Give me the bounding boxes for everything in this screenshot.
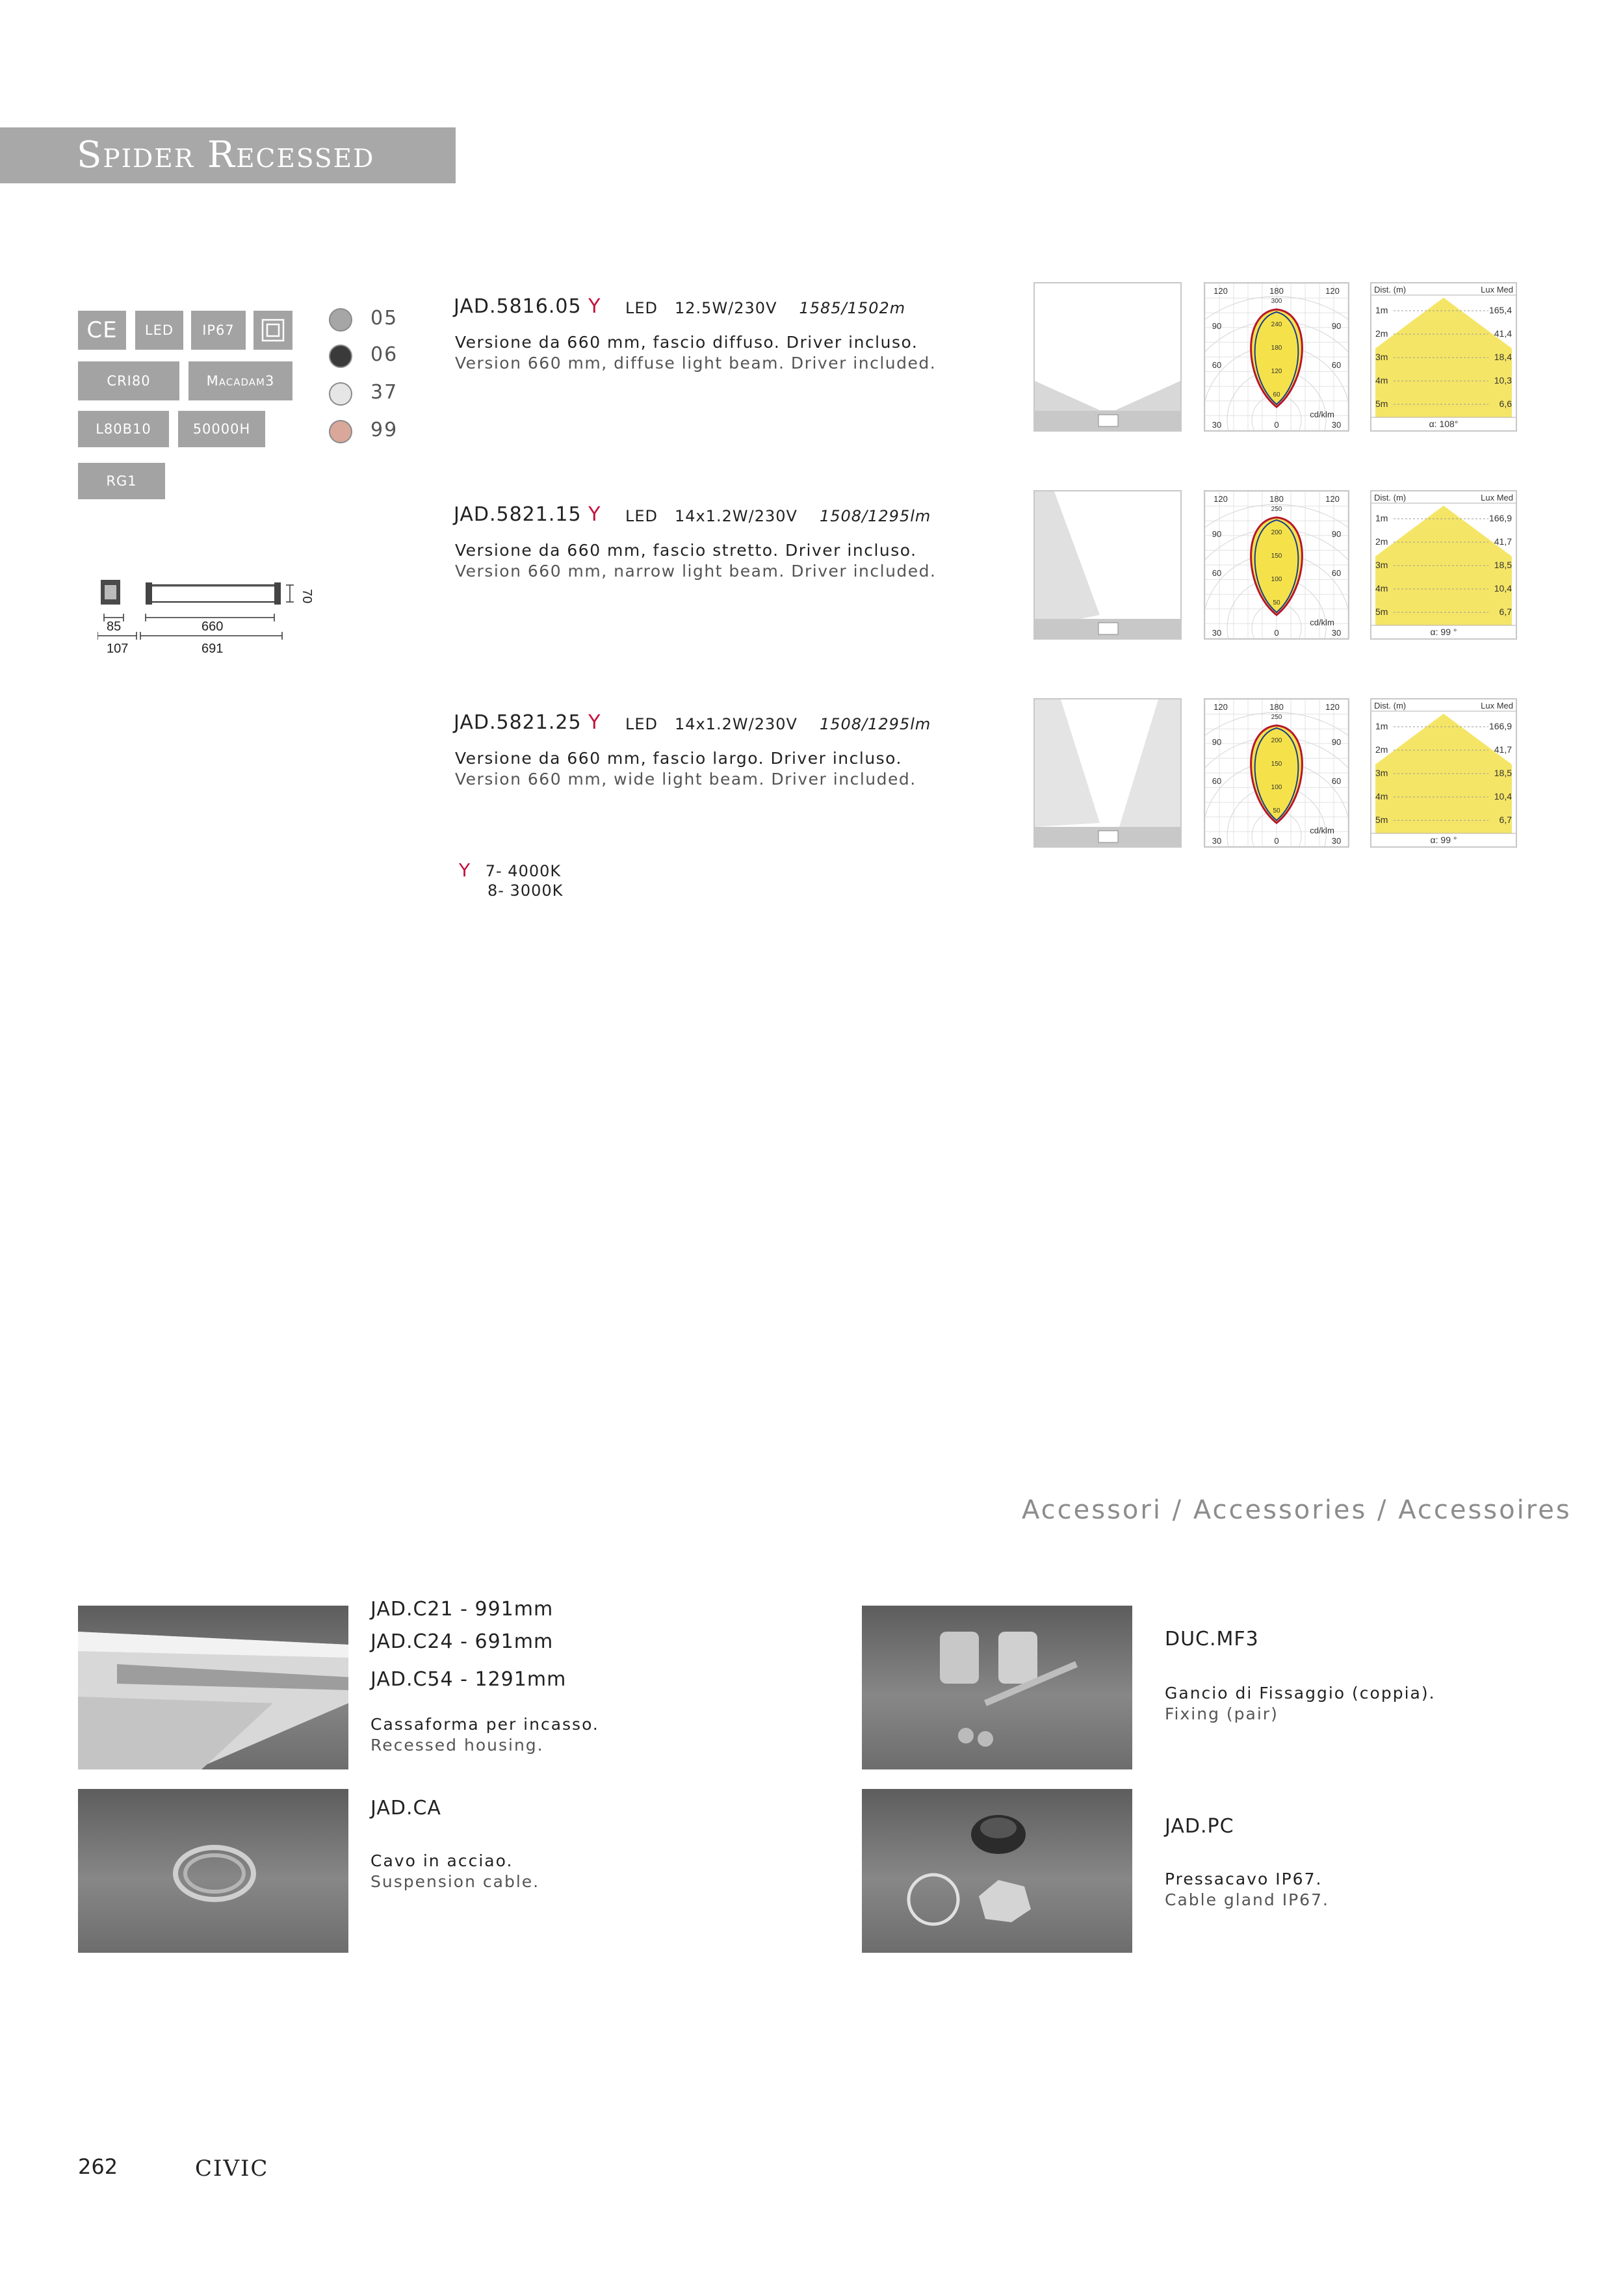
cri80-badge: CRI80 xyxy=(78,361,179,400)
housing-photo xyxy=(78,1606,348,1769)
lux-distance: 2m xyxy=(1375,536,1388,547)
polar-angle-label: 30 xyxy=(1212,628,1222,638)
finish-code: 99 xyxy=(370,419,398,441)
fixing-photo xyxy=(862,1606,1132,1769)
polar-angle-label: 180 xyxy=(1269,494,1284,504)
class-two-icon xyxy=(253,311,292,350)
polar-angle-label: 30 xyxy=(1212,836,1222,846)
polar-unit-label: cd/klm xyxy=(1310,618,1334,627)
lux-distance: 2m xyxy=(1375,328,1388,339)
finish-swatch xyxy=(329,382,352,406)
illuminance-diagram xyxy=(1370,490,1517,640)
finish-swatch xyxy=(329,345,352,368)
accessory-description-english: Recessed housing. xyxy=(370,1736,544,1755)
polar-ring-label: 240 xyxy=(1271,321,1282,328)
lux-distance: 1m xyxy=(1375,721,1388,731)
lux-value: 41,7 xyxy=(1494,744,1512,755)
polar-angle-label: 60 xyxy=(1331,360,1342,370)
description-english: Version 660 mm, wide light beam. Driver included. xyxy=(455,770,916,789)
lux-distance: 1m xyxy=(1375,305,1388,315)
polar-ring-label: 200 xyxy=(1271,529,1282,536)
accessory-description-italian: Gancio di Fissaggio (coppia). xyxy=(1165,1684,1436,1702)
gland-photo xyxy=(862,1789,1132,1953)
dim-85: 85 xyxy=(107,620,122,634)
product-code xyxy=(454,711,601,734)
polar-angle-label: 90 xyxy=(1331,529,1342,539)
lux-distance: 4m xyxy=(1375,791,1388,802)
lux-value: 166,9 xyxy=(1488,721,1512,731)
illuminance-diagram xyxy=(1370,282,1517,432)
lux-distance: 4m xyxy=(1375,583,1388,594)
legend-3000k: 8- 3000K xyxy=(487,881,564,900)
polar-unit-label: cd/klm xyxy=(1310,410,1334,419)
product-spec xyxy=(625,507,931,525)
brand-logo: CIVIC xyxy=(195,2156,269,2182)
polar-ring-label: 250 xyxy=(1271,714,1282,721)
description-italian: Versione da 660 mm, fascio diffuso. Driver incluso. xyxy=(455,333,918,352)
lux-value: 10,4 xyxy=(1494,791,1512,802)
legend-y-marker: Y xyxy=(459,859,471,881)
polar-angle-label: 30 xyxy=(1212,420,1222,430)
lumen-output: 1585/1502m xyxy=(799,299,906,317)
lumen-output: 1508/1295lm xyxy=(819,715,931,733)
lux-value: 165,4 xyxy=(1488,305,1512,315)
lux-value: 18,5 xyxy=(1494,768,1512,778)
polar-angle-label: 120 xyxy=(1214,286,1228,296)
lux-distance: 5m xyxy=(1375,398,1388,409)
cable-photo xyxy=(78,1789,348,1953)
lux-distance: 4m xyxy=(1375,375,1388,385)
lumen-output: 1508/1295lm xyxy=(819,507,931,525)
light-source: LED xyxy=(625,507,658,525)
lux-value: 10,3 xyxy=(1494,375,1512,385)
description-english: Version 660 mm, narrow light beam. Driver included. xyxy=(455,562,937,581)
beam-diagram xyxy=(1033,698,1182,848)
lux-value: 6,7 xyxy=(1499,815,1512,825)
lux-distance: 5m xyxy=(1375,815,1388,825)
polar-angle-label: 120 xyxy=(1325,286,1340,296)
polar-angle-label: 180 xyxy=(1269,286,1284,296)
light-source: LED xyxy=(625,299,658,317)
l80b10-badge: L80B10 xyxy=(78,411,169,447)
lux-distance-header: Dist. (m) xyxy=(1374,285,1407,294)
dim-height: 70 xyxy=(300,589,314,604)
lux-value-header: Lux Med xyxy=(1481,701,1513,711)
page-number: 262 xyxy=(78,2154,118,2179)
legend-4000k: 7- 4000K xyxy=(485,862,562,880)
lux-distance: 3m xyxy=(1375,352,1388,362)
accessory-description-english: Fixing (pair) xyxy=(1165,1704,1279,1723)
polar-angle-label: 120 xyxy=(1214,702,1228,712)
polar-angle-label: 90 xyxy=(1212,737,1222,747)
led-badge: LED xyxy=(135,311,183,350)
polar-diagram xyxy=(1204,698,1349,848)
polar-angle-label: 30 xyxy=(1331,420,1342,430)
ip67-badge: IP67 xyxy=(191,311,246,350)
product-spec xyxy=(625,715,931,733)
polar-angle-label: 120 xyxy=(1325,494,1340,504)
lux-value: 166,9 xyxy=(1488,513,1512,523)
polar-angle-label: 90 xyxy=(1331,321,1342,331)
lux-value: 41,7 xyxy=(1494,536,1512,547)
accessory-code: DUC.MF3 xyxy=(1165,1628,1259,1650)
product-code xyxy=(454,503,601,526)
finish-code: 05 xyxy=(370,307,398,330)
product-code-text: JAD.5821.25 xyxy=(454,711,582,734)
description-italian: Versione da 660 mm, fascio largo. Driver incluso. xyxy=(455,749,902,768)
accessory-description-english: Suspension cable. xyxy=(370,1872,540,1891)
lux-distance-header: Dist. (m) xyxy=(1374,701,1407,711)
accessories-heading: Accessori / Accessories / Accessoires xyxy=(1022,1495,1572,1525)
polar-angle-label: 60 xyxy=(1212,360,1222,370)
polar-ring-label: 60 xyxy=(1273,391,1280,398)
polar-angle-label: 30 xyxy=(1331,628,1342,638)
finish-code: 37 xyxy=(370,381,398,404)
polar-angle-label: 90 xyxy=(1212,529,1222,539)
beam-diagram xyxy=(1033,490,1182,640)
polar-angle-label: 120 xyxy=(1325,702,1340,712)
beam-angle: α: 108° xyxy=(1429,419,1459,429)
polar-ring-label: 200 xyxy=(1271,737,1282,744)
polar-ring-label: 150 xyxy=(1271,553,1282,560)
accessory-code: JAD.C54 - 1291mm xyxy=(370,1668,567,1691)
polar-ring-label: 120 xyxy=(1271,368,1282,375)
lux-value: 6,7 xyxy=(1499,607,1512,617)
polar-unit-label: cd/klm xyxy=(1310,826,1334,835)
product-code-suffix: Y xyxy=(588,295,601,318)
accessory-description-italian: Pressacavo IP67. xyxy=(1165,1870,1323,1888)
polar-angle-label: 90 xyxy=(1212,321,1222,331)
accessory-code: JAD.C21 - 991mm xyxy=(370,1598,554,1621)
polar-angle-label: 120 xyxy=(1214,494,1228,504)
power-rating: 14x1.2W/230V xyxy=(675,507,798,525)
polar-angle-label: 0 xyxy=(1274,836,1279,846)
accessory-description-english: Cable gland IP67. xyxy=(1165,1890,1329,1909)
lux-value: 18,5 xyxy=(1494,560,1512,570)
light-source: LED xyxy=(625,715,658,733)
beam-angle: α: 99 ° xyxy=(1430,835,1457,845)
lux-value: 6,6 xyxy=(1499,398,1512,409)
product-code-text: JAD.5816.05 xyxy=(454,295,582,318)
dimension-drawing xyxy=(97,566,331,670)
product-spec xyxy=(625,299,905,317)
polar-angle-label: 90 xyxy=(1331,737,1342,747)
polar-angle-label: 60 xyxy=(1212,776,1222,786)
lux-distance: 2m xyxy=(1375,744,1388,755)
macadam-badge: Macadam3 xyxy=(188,361,292,400)
lux-value: 18,4 xyxy=(1494,352,1512,362)
power-rating: 12.5W/230V xyxy=(675,299,777,317)
lux-distance: 5m xyxy=(1375,607,1388,617)
power-rating: 14x1.2W/230V xyxy=(675,715,798,733)
polar-angle-label: 60 xyxy=(1331,776,1342,786)
accessory-code: JAD.CA xyxy=(370,1797,441,1820)
lux-distance-header: Dist. (m) xyxy=(1374,493,1407,502)
beam-diagram xyxy=(1033,282,1182,432)
polar-ring-label: 180 xyxy=(1271,345,1282,352)
accessory-description-italian: Cassaforma per incasso. xyxy=(370,1715,599,1734)
lux-value-header: Lux Med xyxy=(1481,493,1513,502)
page-title: Spider Recessed xyxy=(77,134,375,176)
polar-ring-label: 100 xyxy=(1271,784,1282,791)
color-temperature-legend xyxy=(459,859,561,881)
accessory-description-italian: Cavo in acciao. xyxy=(370,1851,513,1870)
polar-ring-label: 100 xyxy=(1271,576,1282,583)
product-code-suffix: Y xyxy=(588,503,601,526)
dim-660: 660 xyxy=(201,620,224,634)
accessory-code: JAD.PC xyxy=(1165,1815,1234,1838)
polar-ring-label: 250 xyxy=(1271,506,1282,513)
description-english: Version 660 mm, diffuse light beam. Driver included. xyxy=(455,354,937,372)
polar-ring-label: 50 xyxy=(1273,599,1280,607)
description-italian: Versione da 660 mm, fascio stretto. Driver incluso. xyxy=(455,541,917,560)
polar-angle-label: 0 xyxy=(1274,420,1279,430)
product-code xyxy=(454,295,601,318)
polar-angle-label: 180 xyxy=(1269,702,1284,712)
polar-diagram xyxy=(1204,490,1349,640)
beam-angle: α: 99 ° xyxy=(1430,627,1457,637)
lux-value: 10,4 xyxy=(1494,583,1512,594)
polar-angle-label: 60 xyxy=(1212,568,1222,578)
lux-distance: 3m xyxy=(1375,768,1388,778)
lux-distance: 1m xyxy=(1375,513,1388,523)
illuminance-diagram xyxy=(1370,698,1517,848)
lux-value: 41,4 xyxy=(1494,328,1512,339)
finish-swatch xyxy=(329,308,352,332)
finish-swatch xyxy=(329,420,352,443)
finish-code: 06 xyxy=(370,343,398,366)
accessory-code: JAD.C24 - 691mm xyxy=(370,1630,554,1653)
lifetime-badge: 50000H xyxy=(178,411,265,447)
lux-distance: 3m xyxy=(1375,560,1388,570)
rg1-badge: RG1 xyxy=(78,463,165,499)
lux-value-header: Lux Med xyxy=(1481,285,1513,294)
polar-ring-label: 300 xyxy=(1271,298,1282,305)
product-code-suffix: Y xyxy=(588,711,601,734)
polar-diagram xyxy=(1204,282,1349,432)
dim-107: 107 xyxy=(107,642,129,656)
polar-ring-label: 150 xyxy=(1271,761,1282,768)
dim-691: 691 xyxy=(201,642,224,656)
polar-angle-label: 60 xyxy=(1331,568,1342,578)
product-code-text: JAD.5821.15 xyxy=(454,503,582,526)
polar-ring-label: 50 xyxy=(1273,807,1280,815)
polar-angle-label: 30 xyxy=(1331,836,1342,846)
polar-angle-label: 0 xyxy=(1274,628,1279,638)
ce-mark-badge: CE xyxy=(78,311,126,350)
